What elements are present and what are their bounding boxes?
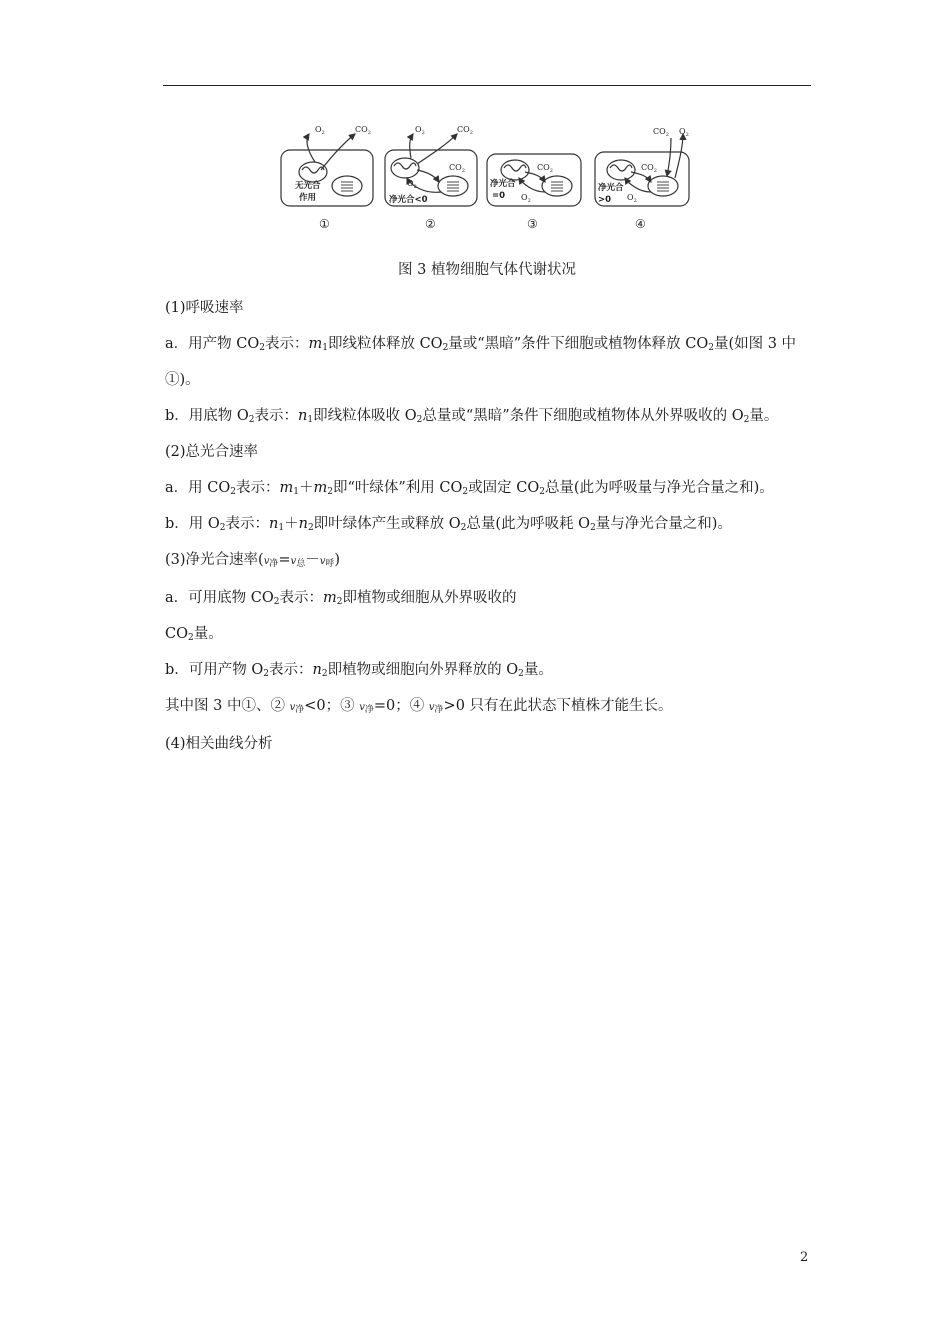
label-o2: $O_2$ bbox=[679, 127, 689, 138]
paragraph-respiration-o2: b．用底物 $O_2$表示：$n_1$即线粒体吸收 $O_2$总量或“黑暗”条件下细胞或植物体从外界吸收的 $O_2$量。 bbox=[165, 408, 779, 425]
panel4-label: >0 bbox=[598, 195, 612, 205]
label-o2: $O_2$ bbox=[415, 125, 425, 136]
panel1-label: 作用 bbox=[299, 193, 317, 203]
body-text bbox=[165, 290, 813, 762]
label-o2: $O_2$ bbox=[315, 125, 325, 136]
heading-net-photosynthesis: (3)净光合速率$(v_净=v_总-v_呼)$ bbox=[165, 552, 341, 569]
panel3-label: =0 bbox=[492, 191, 506, 201]
panel-number: ③ bbox=[527, 217, 538, 231]
panel-number: ② bbox=[425, 217, 436, 231]
label-o2: $O_2$ bbox=[627, 193, 637, 204]
header-rule bbox=[163, 85, 811, 86]
label-o2: $O_2$ bbox=[407, 179, 417, 190]
page-number: 2 bbox=[800, 1250, 809, 1265]
paragraph-net-co2-cont: $CO_2$量。 bbox=[165, 626, 223, 643]
panel2-label: 净光合<0 bbox=[389, 195, 428, 205]
label-co2: $CO_2$ bbox=[641, 163, 657, 174]
paragraph-net-o2: b．可用产物 $O_2$表示：$n_2$即植物或细胞向外界释放的 $O_2$量。 bbox=[165, 662, 553, 679]
heading-respiration: (1)呼吸速率 bbox=[165, 300, 244, 316]
heading-curve-analysis: (4)相关曲线分析 bbox=[165, 736, 273, 752]
heading-gross-photosynthesis: (2)总光合速率 bbox=[165, 444, 259, 460]
figure-caption: 图 3 植物细胞气体代谢状况 bbox=[398, 262, 576, 278]
paragraph-gross-co2: a．用 $CO_2$表示：$m_1+m_2$即“叶绿体”利用 $CO_2$或固定 $CO_2$总量(此为呼吸量与净光合量之和)。 bbox=[165, 480, 774, 497]
label-co2: $CO_2$ bbox=[653, 127, 669, 138]
label-co2: $CO_2$ bbox=[355, 125, 371, 136]
panel1-label: 无光合 bbox=[295, 181, 321, 191]
label-o2: $O_2$ bbox=[521, 193, 531, 204]
paragraph-gross-o2: b．用 $O_2$表示：$n_1+n_2$即叶绿体产生或释放 $O_2$总量(此为呼吸耗 $O_2$量与净光合量之和)。 bbox=[165, 516, 732, 533]
label-co2: $CO_2$ bbox=[537, 163, 553, 174]
paragraph-summary: 其中图 3 中①、② $v_净<0$；③ $v_净=0$；④ $v_净>0$ 只有在此状态下植株才能生长。 bbox=[165, 698, 673, 715]
panel4-label: 净光合 bbox=[598, 183, 624, 193]
panel-number: ④ bbox=[635, 217, 646, 231]
paragraph-respiration-co2: a．用产物 $CO_2$表示：$m_1$即线粒体释放 $CO_2$量或“黑暗”条件下细胞或植物体释放 $CO_2$量(如图 3 中①)。 bbox=[165, 336, 797, 388]
cell-gas-diagram bbox=[275, 112, 695, 237]
paragraph-net-co2: a．可用底物 $CO_2$表示：$m_2$即植物或细胞从外界吸收的 bbox=[165, 590, 517, 607]
label-co2: $CO_2$ bbox=[457, 125, 473, 136]
label-co2: $CO_2$ bbox=[449, 163, 465, 174]
panel3-label: 净光合 bbox=[490, 179, 516, 189]
panel-number: ① bbox=[319, 217, 330, 231]
